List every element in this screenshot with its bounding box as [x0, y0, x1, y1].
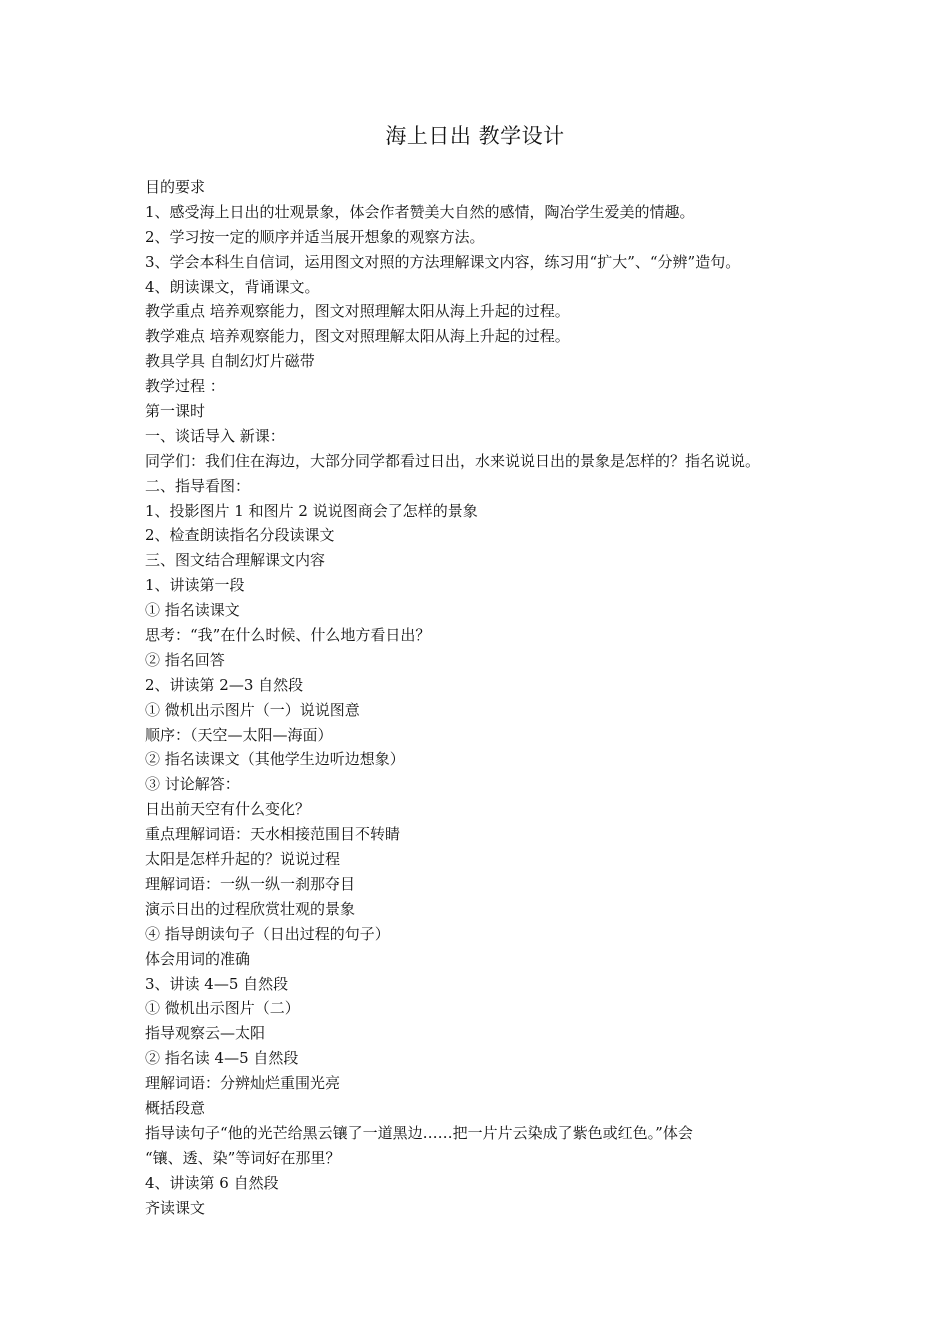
paragraph-line: ④ 指导朗读句子（日出过程的句子） [145, 924, 390, 943]
paragraph-line: 齐读课文 [145, 1198, 206, 1217]
step-heading: 三、图文结合理解课文内容 [145, 551, 326, 570]
sub-step-heading: 2、讲读第 2—3 自然段 [145, 675, 304, 694]
paragraph-line: 思考：“我”在什么时候、什么地方看日出？ [145, 626, 431, 645]
step-heading: 二、指导看图： [145, 476, 251, 495]
paragraph-line: 指导读句子“他的光芒给黑云镶了一道黑边……把一片片云染成了紫色或红色。”体会 [145, 1123, 693, 1142]
paragraph-line: 2、检查朗读指名分段读课文 [145, 526, 335, 545]
paragraph-line: 日出前天空有什么变化？ [145, 800, 311, 819]
paragraph-line: ① 微机出示图片（二） [145, 999, 300, 1018]
document-body [145, 175, 815, 1220]
teaching-aids: 教具学具 自制幻灯片磁带 [145, 352, 315, 371]
paragraph-line: ② 指名读课文（其他学生边听边想象） [145, 750, 405, 769]
sub-step-heading: 3、讲读 4—5 自然段 [145, 974, 289, 993]
paragraph-line: 1、投影图片 1 和图片 2 说说图商会了怎样的景象 [145, 501, 478, 520]
objective-item: 3、学会本科生自信词，运用图文对照的方法理解课文内容，练习用“扩大”、“分辨”造句。 [145, 252, 741, 271]
paragraph-line: ① 指名读课文 [145, 601, 240, 620]
lesson-heading: 第一课时 [145, 402, 206, 421]
paragraph-line: 理解词语：分辨灿烂重围光亮 [145, 1074, 341, 1093]
sub-step-heading: 4、讲读第 6 自然段 [145, 1173, 279, 1192]
paragraph-line: 顺序：（天空—太阳—海面） [145, 725, 333, 744]
paragraph-line: ① 微机出示图片（一）说说图意 [145, 700, 360, 719]
paragraph-line: 概括段意 [145, 1098, 206, 1117]
objective-item: 1、感受海上日出的壮观景象，体会作者赞美大自然的感情，陶冶学生爱美的情趣。 [145, 202, 695, 221]
teaching-difficulty: 教学难点 培养观察能力，图文对照理解太阳从海上升起的过程。 [145, 327, 570, 346]
section-heading-objectives: 目的要求 [145, 178, 206, 196]
step-heading: 一、谈话导入 新课： [145, 426, 285, 445]
objective-item: 4、朗读课文，背诵课文。 [145, 277, 320, 296]
paragraph-line: ② 指名回答 [145, 650, 225, 669]
paragraph-line: “镶、透、染”等词好在那里？ [145, 1148, 341, 1167]
section-heading-process: 教学过程 ： [145, 377, 225, 396]
sub-step-heading: 1、讲读第一段 [145, 576, 245, 595]
paragraph-line: ② 指名读 4—5 自然段 [145, 1049, 299, 1068]
paragraph-line: 同学们：我们住在海边，大部分同学都看过日出，水来说说日出的景象是怎样的？指名说说。 [145, 451, 761, 470]
paragraph-line: 太阳是怎样升起的？说说过程 [145, 850, 341, 869]
paragraph-line: 体会用词的准确 [145, 949, 251, 968]
document-title: 海上日出 教学设计 [385, 124, 565, 148]
paragraph-line: 演示日出的过程欣赏壮观的景象 [145, 899, 356, 918]
paragraph-line: ③ 讨论解答： [145, 775, 240, 794]
paragraph-line: 指导观察云—太阳 [145, 1024, 266, 1043]
paragraph-line: 重点理解词语：天水相接范围目不转睛 [145, 825, 401, 844]
objective-item: 2、学习按一定的顺序并适当展开想象的观察方法。 [145, 227, 485, 246]
teaching-focus: 教学重点 培养观察能力，图文对照理解太阳从海上升起的过程。 [145, 302, 570, 321]
paragraph-line: 理解词语：一纵一纵一刹那夺目 [145, 874, 356, 893]
